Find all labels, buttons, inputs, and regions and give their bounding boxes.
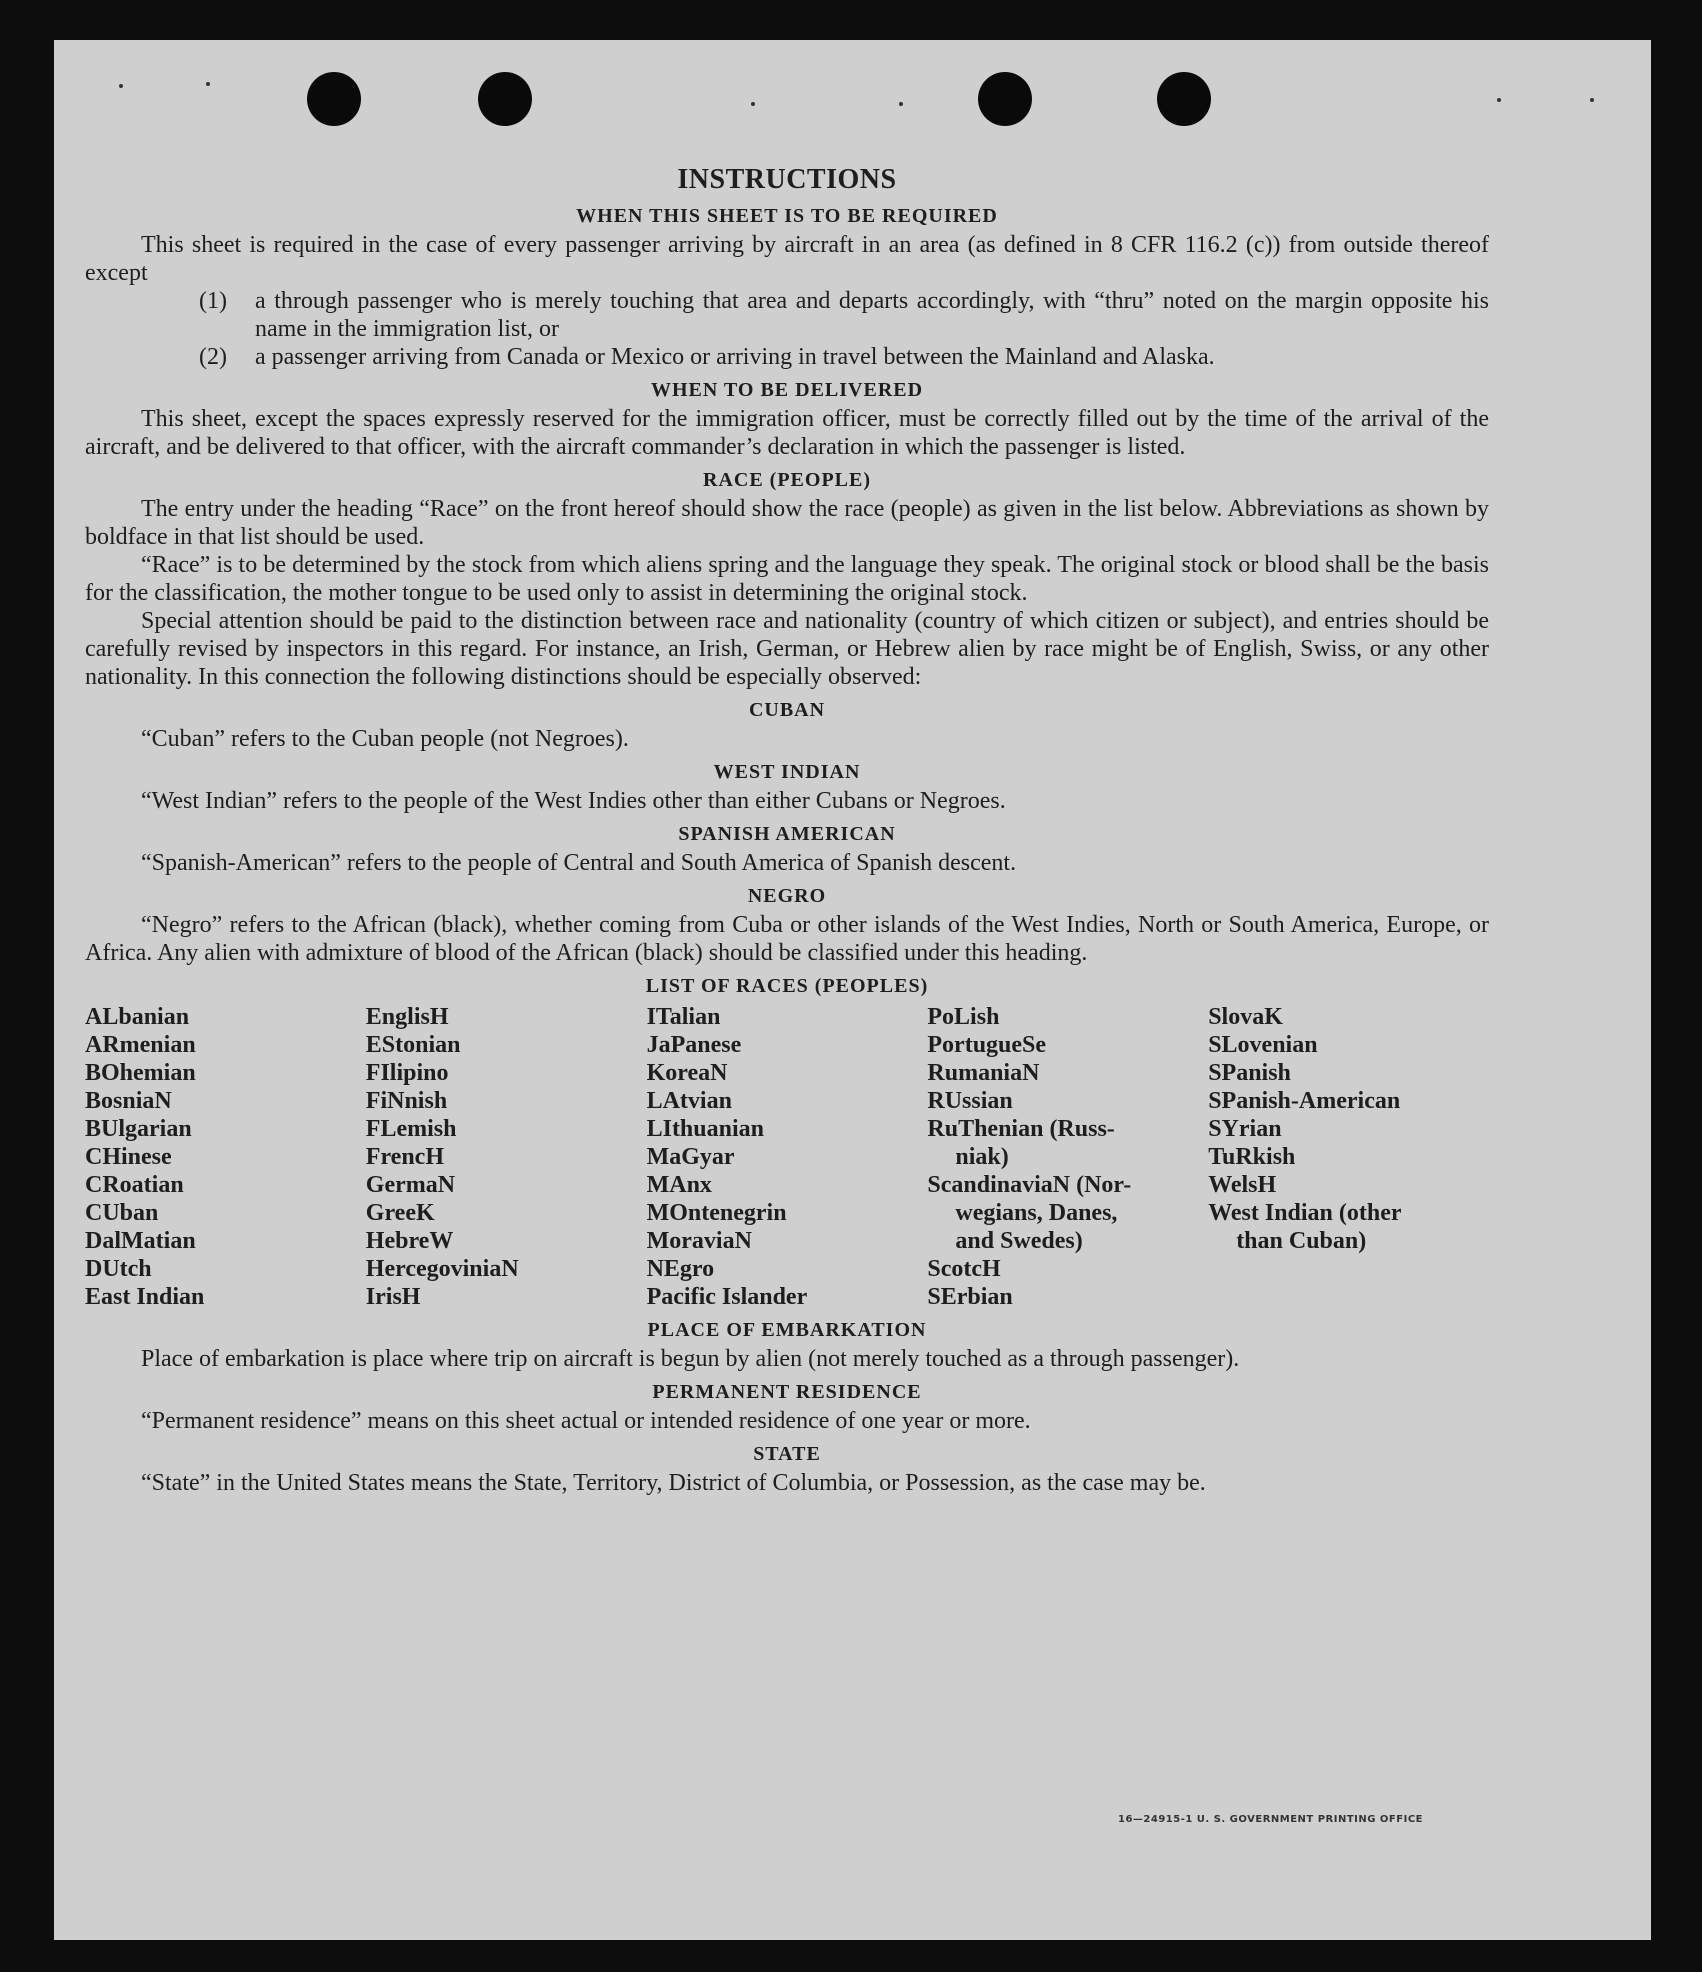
negro-text: “Negro” refers to the African (black), whether coming from Cuba or other islands of the West Indies, North or South America, Europe, or Africa. Any alien with admixture of blood of the African (black) should be classified under this heading. — [85, 912, 1489, 966]
race-entry: ITalian — [646, 1004, 721, 1030]
speck — [1497, 98, 1501, 102]
state-text: “State” in the United States means the State, Territory, District of Columbia, or Possession, as the case may be. — [141, 1470, 1206, 1496]
race-entry: BosniaN — [85, 1088, 172, 1114]
race-entry: MOntenegrin — [646, 1200, 787, 1226]
race-entry: CHinese — [85, 1144, 172, 1170]
race-paragraph: Special attention should be paid to the distinction between race and nationality (country of which citizen or subject), and entries should be carefully revised by inspectors in this regard. For instance, an Irish, German, or Hebrew alien by race might be of English, Swiss, or any other nationality. In this connection the following distinctions should be especially observed: — [85, 608, 1489, 690]
race-entry: Pacific Islander — [646, 1284, 808, 1310]
races-column-2 — [366, 1003, 647, 1311]
race-entry: ScotcH — [927, 1256, 1001, 1282]
race-entry: RUssian — [927, 1088, 1013, 1114]
west-indian-text: “West Indian” refers to the people of the West Indies other than either Cubans or Negroes. — [141, 788, 1006, 814]
when-delivered-text: This sheet, except the spaces expressly reserved for the immigration officer, must be correctly filled out by the time of the arrival of the aircraft, and be delivered to that officer, with the aircraft commander’s declaration in which the passenger is listed. — [85, 406, 1489, 460]
race-entry: SYrian — [1208, 1116, 1282, 1142]
race-entry: SErbian — [927, 1284, 1013, 1310]
exception-number: (2) — [199, 344, 227, 370]
race-entry: MAnx — [646, 1172, 712, 1198]
race-entry: SPanish — [1208, 1060, 1291, 1086]
race-entry: MaGyar — [646, 1144, 735, 1170]
race-entry: GermaN — [365, 1172, 456, 1198]
document-sheet — [54, 40, 1651, 1940]
race-entry-continued: niak) — [955, 1144, 1009, 1170]
race-entry: FiNnish — [365, 1088, 448, 1114]
race-entry: ScandinaviaN (Nor- — [927, 1172, 1132, 1198]
instructions-content — [85, 163, 1489, 1497]
race-entry: RumaniaN — [927, 1060, 1040, 1086]
race-entry-continued: wegians, Danes, — [955, 1200, 1118, 1226]
race-entry: BOhemian — [85, 1060, 196, 1086]
race-entry: KoreaN — [646, 1060, 728, 1086]
residence-heading: PERMANENT RESIDENCE — [652, 1381, 922, 1403]
race-entry: ALbanian — [85, 1004, 190, 1030]
race-entry: TuRkish — [1208, 1144, 1296, 1170]
race-entry: PortugueSe — [927, 1032, 1047, 1058]
race-entry: BUlgarian — [85, 1116, 192, 1142]
race-entry: LIthuanian — [646, 1116, 764, 1142]
race-entry: SlovaK — [1208, 1004, 1283, 1030]
when-required-heading: WHEN THIS SHEET IS TO BE REQUIRED — [576, 205, 998, 227]
punch-hole — [978, 72, 1032, 126]
races-column-3 — [647, 1003, 928, 1311]
when-required-intro: This sheet is required in the case of every passenger arriving by aircraft in an area (as defined in 8 CFR 116.2 (c)) from outside thereof except — [85, 232, 1489, 286]
races-column-4 — [927, 1003, 1208, 1311]
exception-number: (1) — [199, 288, 227, 314]
race-paragraph: “Race” is to be determined by the stock from which aliens spring and the language they speak. The original stock or blood shall be the basis for the classification, the mother tongue to be used only to assist in determining the original stock. — [85, 552, 1489, 606]
race-entry: DUtch — [85, 1256, 152, 1282]
races-list — [85, 1003, 1489, 1311]
race-entry: ARmenian — [85, 1032, 196, 1058]
exception-text: a passenger arriving from Canada or Mexico or arriving in travel between the Mainland and Alaska. — [255, 344, 1215, 370]
race-entry: East Indian — [85, 1284, 205, 1310]
speck — [119, 84, 123, 88]
race-entry: FIlipino — [365, 1060, 449, 1086]
race-entry: CRoatian — [85, 1172, 184, 1198]
speck — [206, 82, 210, 86]
race-entry: IrisH — [365, 1284, 421, 1310]
cuban-heading: CUBAN — [748, 699, 826, 721]
speck — [1590, 98, 1594, 102]
punch-hole — [307, 72, 361, 126]
punch-hole — [1157, 72, 1211, 126]
race-entry: HercegoviniaN — [365, 1256, 519, 1282]
races-column-1 — [85, 1003, 366, 1311]
spanish-american-text: “Spanish-American” refers to the people of Central and South America of Spanish descent. — [141, 850, 1017, 876]
races-column-5 — [1208, 1003, 1489, 1311]
race-entry: WelsH — [1208, 1172, 1277, 1198]
race-entry-continued: than Cuban) — [1236, 1228, 1367, 1254]
race-entry-continued: and Swedes) — [955, 1228, 1083, 1254]
race-entry: SPanish-American — [1208, 1088, 1401, 1114]
race-heading: RACE (PEOPLE) — [703, 469, 871, 491]
embarkation-heading: PLACE OF EMBARKATION — [647, 1319, 927, 1341]
exception-text: a through passenger who is merely touching that area and departs accordingly, with “thru” noted on the margin opposite his name in the immigration list, or — [255, 288, 1489, 342]
cuban-text: “Cuban” refers to the Cuban people (not Negroes). — [141, 726, 629, 752]
race-entry: EnglisH — [365, 1004, 449, 1030]
race-paragraph: The entry under the heading “Race” on the front hereof should show the race (people) as given in the list below. Abbreviations as shown by boldface in that list should be used. — [85, 496, 1489, 550]
speck — [751, 102, 755, 106]
page-title: INSTRUCTIONS — [677, 164, 897, 195]
west-indian-heading: WEST INDIAN — [713, 761, 861, 783]
printer-footer: 16—24915-1 U. S. GOVERNMENT PRINTING OFFICE — [1118, 1814, 1423, 1825]
exception-item-2 — [85, 343, 1489, 371]
race-entry: SLovenian — [1208, 1032, 1318, 1058]
race-entry: HebreW — [365, 1228, 454, 1254]
race-entry: West Indian (other — [1208, 1200, 1402, 1226]
exception-item-1 — [85, 287, 1489, 343]
race-entry: MoraviaN — [646, 1228, 752, 1254]
speck — [899, 102, 903, 106]
race-entry: GreeK — [365, 1200, 435, 1226]
race-entry: CUban — [85, 1200, 159, 1226]
race-entry: NEgro — [646, 1256, 715, 1282]
race-entry: FrencH — [365, 1144, 444, 1170]
race-entry: PoLish — [927, 1004, 1000, 1030]
spanish-american-heading: SPANISH AMERICAN — [678, 823, 896, 845]
list-of-races-heading: LIST OF RACES (PEOPLES) — [645, 975, 929, 997]
race-entry: EStonian — [365, 1032, 461, 1058]
punch-hole — [478, 72, 532, 126]
when-delivered-heading: WHEN TO BE DELIVERED — [650, 379, 924, 401]
embarkation-text: Place of embarkation is place where trip on aircraft is begun by alien (not merely touched as a through passenger). — [141, 1346, 1240, 1372]
race-entry: DalMatian — [85, 1228, 196, 1254]
residence-text: “Permanent residence” means on this sheet actual or intended residence of one year or more. — [141, 1408, 1031, 1434]
race-entry: JaPanese — [646, 1032, 742, 1058]
race-entry: RuThenian (Russ- — [927, 1116, 1115, 1142]
state-heading: STATE — [753, 1443, 821, 1465]
race-entry: FLemish — [365, 1116, 457, 1142]
race-entry: LAtvian — [646, 1088, 732, 1114]
negro-heading: NEGRO — [747, 885, 827, 907]
